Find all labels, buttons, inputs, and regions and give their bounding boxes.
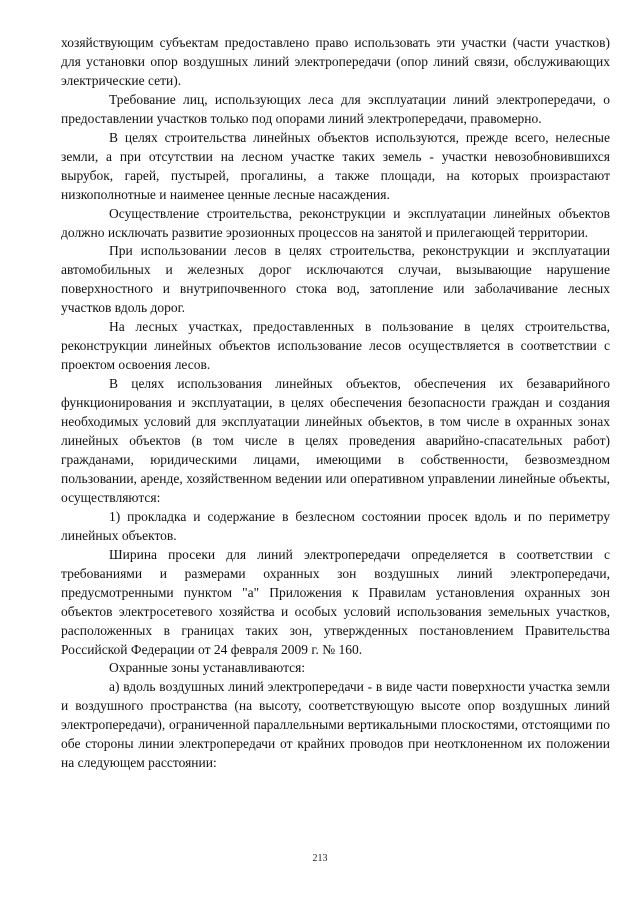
page-number: 213 [312, 853, 328, 864]
paragraph-9: Ширина просеки для линий электропередачи определяется в соответствии с требованиями и размерами охранных зон воздушных линий электропередачи, предусмотренными пунктом "а" Приложения к Правилам установления охранных зон объектов электросетевого хозяйства и особых условий использования земельных участков, расположенных в границах таких зон, утвержденных постановлением Правительства Российской Федерации от 24 февраля 2009 г. № 160. [61, 546, 610, 657]
paragraph-11: а) вдоль воздушных линий электропередачи - в виде части поверхности участка земли и воздушного пространства (на высоту, соответствующую высоте опор воздушных линий электропередачи), ограниченной параллельными вертикальными плоскостями, отстоящими по обе стороны линии электропередачи от крайних проводов при неотклоненном их положении на следующем расстоянии: [61, 679, 610, 771]
paragraph-2: Требование лиц, использующих леса для эксплуатации линий электропередачи, о предоставлении участков только под опорами линий электропередачи, правомерно. [61, 91, 610, 126]
paragraph-3: В целях строительства линейных объектов используются, прежде всего, нелесные земли, а при отсутствии на лесном участке таких земель - участки невозобновившихся вырубок, гарей, пустырей, прогалины, а также площади, на которых произрастают низкополнотные и наименее ценные лесные насаждения. [61, 129, 610, 202]
paragraph-4: Осуществление строительства, реконструкции и эксплуатации линейных объектов должно исключать развитие эрозионных процессов на занятой и прилегающей территории. [61, 205, 610, 240]
paragraph-10: Охранные зоны устанавливаются: [109, 660, 306, 676]
paragraph-7: В целях использования линейных объектов, обеспечения их безаварийного функционирования и эксплуатации, в целях обеспечения безопасности граждан и создания необходимых условий для эксплуатации линейных объектов, в том числе в охранных зонах линейных объектов (в том числе в целях проведения аварийно-спасательных работ) гражданами, юридическими лицами, имеющими в собственности, безвозмездном пользовании, аренде, хозяйственном ведении или оперативном управлении линейные объекты, осуществляются: [61, 376, 610, 505]
paragraph-6: На лесных участках, предоставленных в пользование в целях строительства, реконструкции линейных объектов использование лесов осуществляется в соответствии с проектом освоения лесов. [61, 319, 610, 373]
paragraph-5: При использовании лесов в целях строительства, реконструкции и эксплуатации автомобильных и железных дорог исключаются случаи, вызывающие нарушение поверхностного и внутрипочвенного стока вод, затопление или заболачивание лесных участков вдоль дорог. [61, 243, 610, 316]
paragraph-1: хозяйствующим субъектам предоставлено право использовать эти участки (части участков) для установки опор воздушных линий электропередачи (опор линий связи, обслуживающих электрические сети). [61, 35, 610, 88]
paragraph-8: 1) прокладка и содержание в безлесном состоянии просек вдоль и по периметру линейных объектов. [61, 508, 610, 543]
document-body [61, 34, 610, 773]
